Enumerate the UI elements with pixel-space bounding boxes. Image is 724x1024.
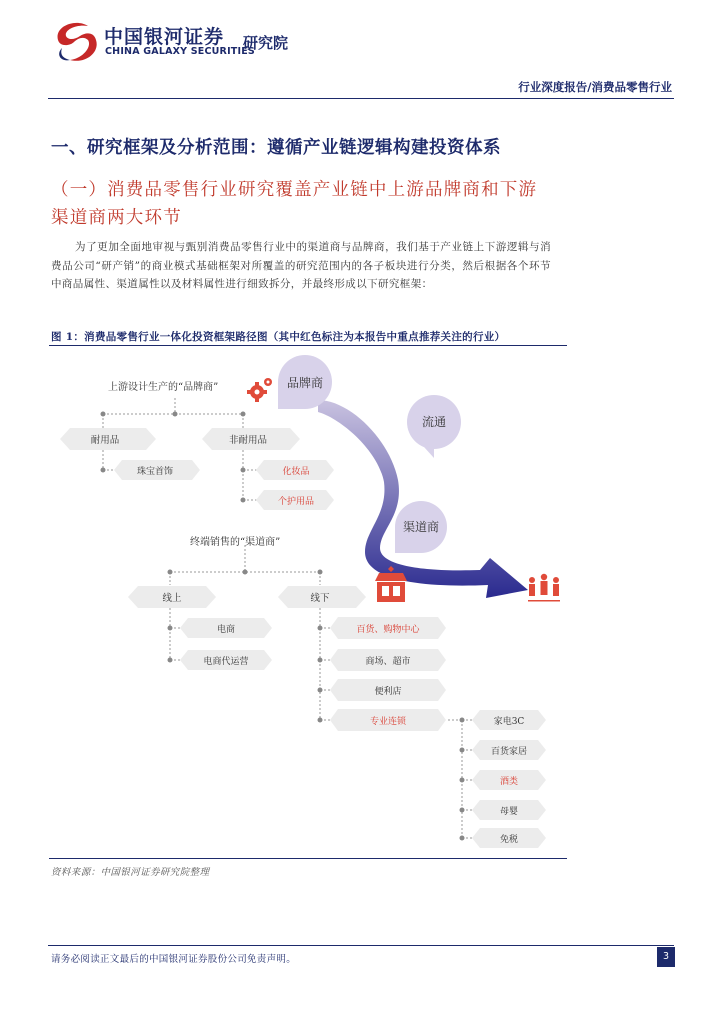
svg-text:电商代运营: 电商代运营 — [203, 657, 249, 667]
durable-sub-jewelry — [114, 460, 200, 480]
svg-text:线下: 线下 — [310, 593, 330, 604]
section-subtitle: （一）消费品零售行业研究覆盖产业链中上游品牌商和下游渠道商两大环节 — [51, 180, 538, 228]
svg-text:百货、购物中心: 百货、购物中心 — [356, 625, 420, 635]
offline-sub-supermarkets — [330, 649, 446, 671]
svg-text:化妆品: 化妆品 — [282, 467, 310, 477]
page-number: 3 — [657, 947, 675, 967]
nondurable-sub-cosmetics — [256, 460, 334, 480]
upstream-nodes — [101, 412, 246, 503]
offline-sub-convenience — [330, 679, 446, 701]
offline-sub-specialty-chain — [330, 709, 446, 731]
logo-icon — [48, 20, 100, 64]
upstream-heading: 上游设计生产的“品牌商” — [108, 382, 219, 393]
svg-text:专业连锁: 专业连锁 — [369, 717, 407, 727]
flow-label-brand: 品牌商 — [286, 376, 324, 390]
svg-text:母婴: 母婴 — [499, 807, 519, 817]
svg-text:便利店: 便利店 — [374, 687, 402, 697]
chain-sub-liquor — [472, 770, 546, 790]
svg-text:耐用品: 耐用品 — [90, 435, 120, 446]
institute-label: 研究院 — [243, 34, 289, 52]
report-type: 行业深度报告/消费品零售行业 — [518, 80, 672, 94]
svg-text:商场、超市: 商场、超市 — [365, 657, 411, 667]
downstream-nodes — [168, 570, 465, 841]
downstream-item-offline — [278, 586, 366, 608]
svg-text:百货家居: 百货家居 — [490, 747, 528, 757]
header-divider — [48, 98, 674, 99]
chain-sub-home — [472, 740, 546, 760]
svg-text:个护用品: 个护用品 — [277, 497, 315, 507]
figure-title: 图 1：消费品零售行业一体化投资框架路径图（其中红色标注为本报告中重点推荐关注的行业） — [51, 331, 506, 343]
logo-name-cn: 中国银河证券 — [104, 26, 225, 48]
people-icon — [528, 574, 560, 602]
flow-label-circulation: 流通 — [421, 415, 447, 429]
footer-divider — [48, 945, 674, 946]
body-paragraph: 为了更加全面地审视与甄别消费品零售行业中的渠道商与品牌商，我们基于产业链上下游逻辑与消费品公司“研产销”的商业模式基础框架对所覆盖的研究范围内的各子板块进行分类，然后根据各个环节中商品属性、渠道属性以及材料属性进行细致拆分，并最终形成以下研究框架： — [51, 241, 551, 290]
chain-sub-dutyfree — [472, 828, 546, 848]
framework-diagram — [0, 348, 724, 856]
svg-text:电商: 电商 — [216, 625, 236, 635]
section-title: 一、研究框架及分析范围：遵循产业链逻辑构建投资体系 — [51, 138, 501, 158]
chain-sub-maternal — [472, 800, 546, 820]
online-sub-ecommerce — [180, 618, 272, 638]
svg-text:免税: 免税 — [499, 835, 519, 845]
logo-name-en: CHINA GALAXY SECURITIES — [105, 46, 255, 57]
nondurable-sub-personal-care — [256, 490, 334, 510]
flow-label-channel: 渠道商 — [402, 520, 440, 534]
offline-sub-department-stores — [330, 617, 446, 639]
footer-disclaimer: 请务必阅读正文最后的中国银河证券股份公司免责声明。 — [51, 954, 297, 965]
svg-text:线上: 线上 — [162, 593, 182, 604]
downstream-item-online — [128, 586, 216, 608]
downstream-heading: 终端销售的“渠道商” — [190, 537, 281, 548]
figure-top-rule — [49, 345, 567, 346]
svg-text:家电3C: 家电3C — [493, 717, 525, 727]
svg-text:珠宝首饰: 珠宝首饰 — [136, 467, 174, 477]
upstream-item-nondurable — [202, 428, 300, 450]
online-sub-ecommerce-operation — [180, 650, 272, 670]
figure-bottom-rule — [49, 858, 567, 859]
svg-text:酒类: 酒类 — [499, 777, 519, 787]
upstream-item-durable — [60, 428, 156, 450]
gear-icon — [247, 378, 272, 402]
figure-source: 资料来源：中国银河证券研究院整理 — [51, 867, 210, 878]
svg-text:非耐用品: 非耐用品 — [228, 435, 268, 446]
chain-sub-appliances — [472, 710, 546, 730]
